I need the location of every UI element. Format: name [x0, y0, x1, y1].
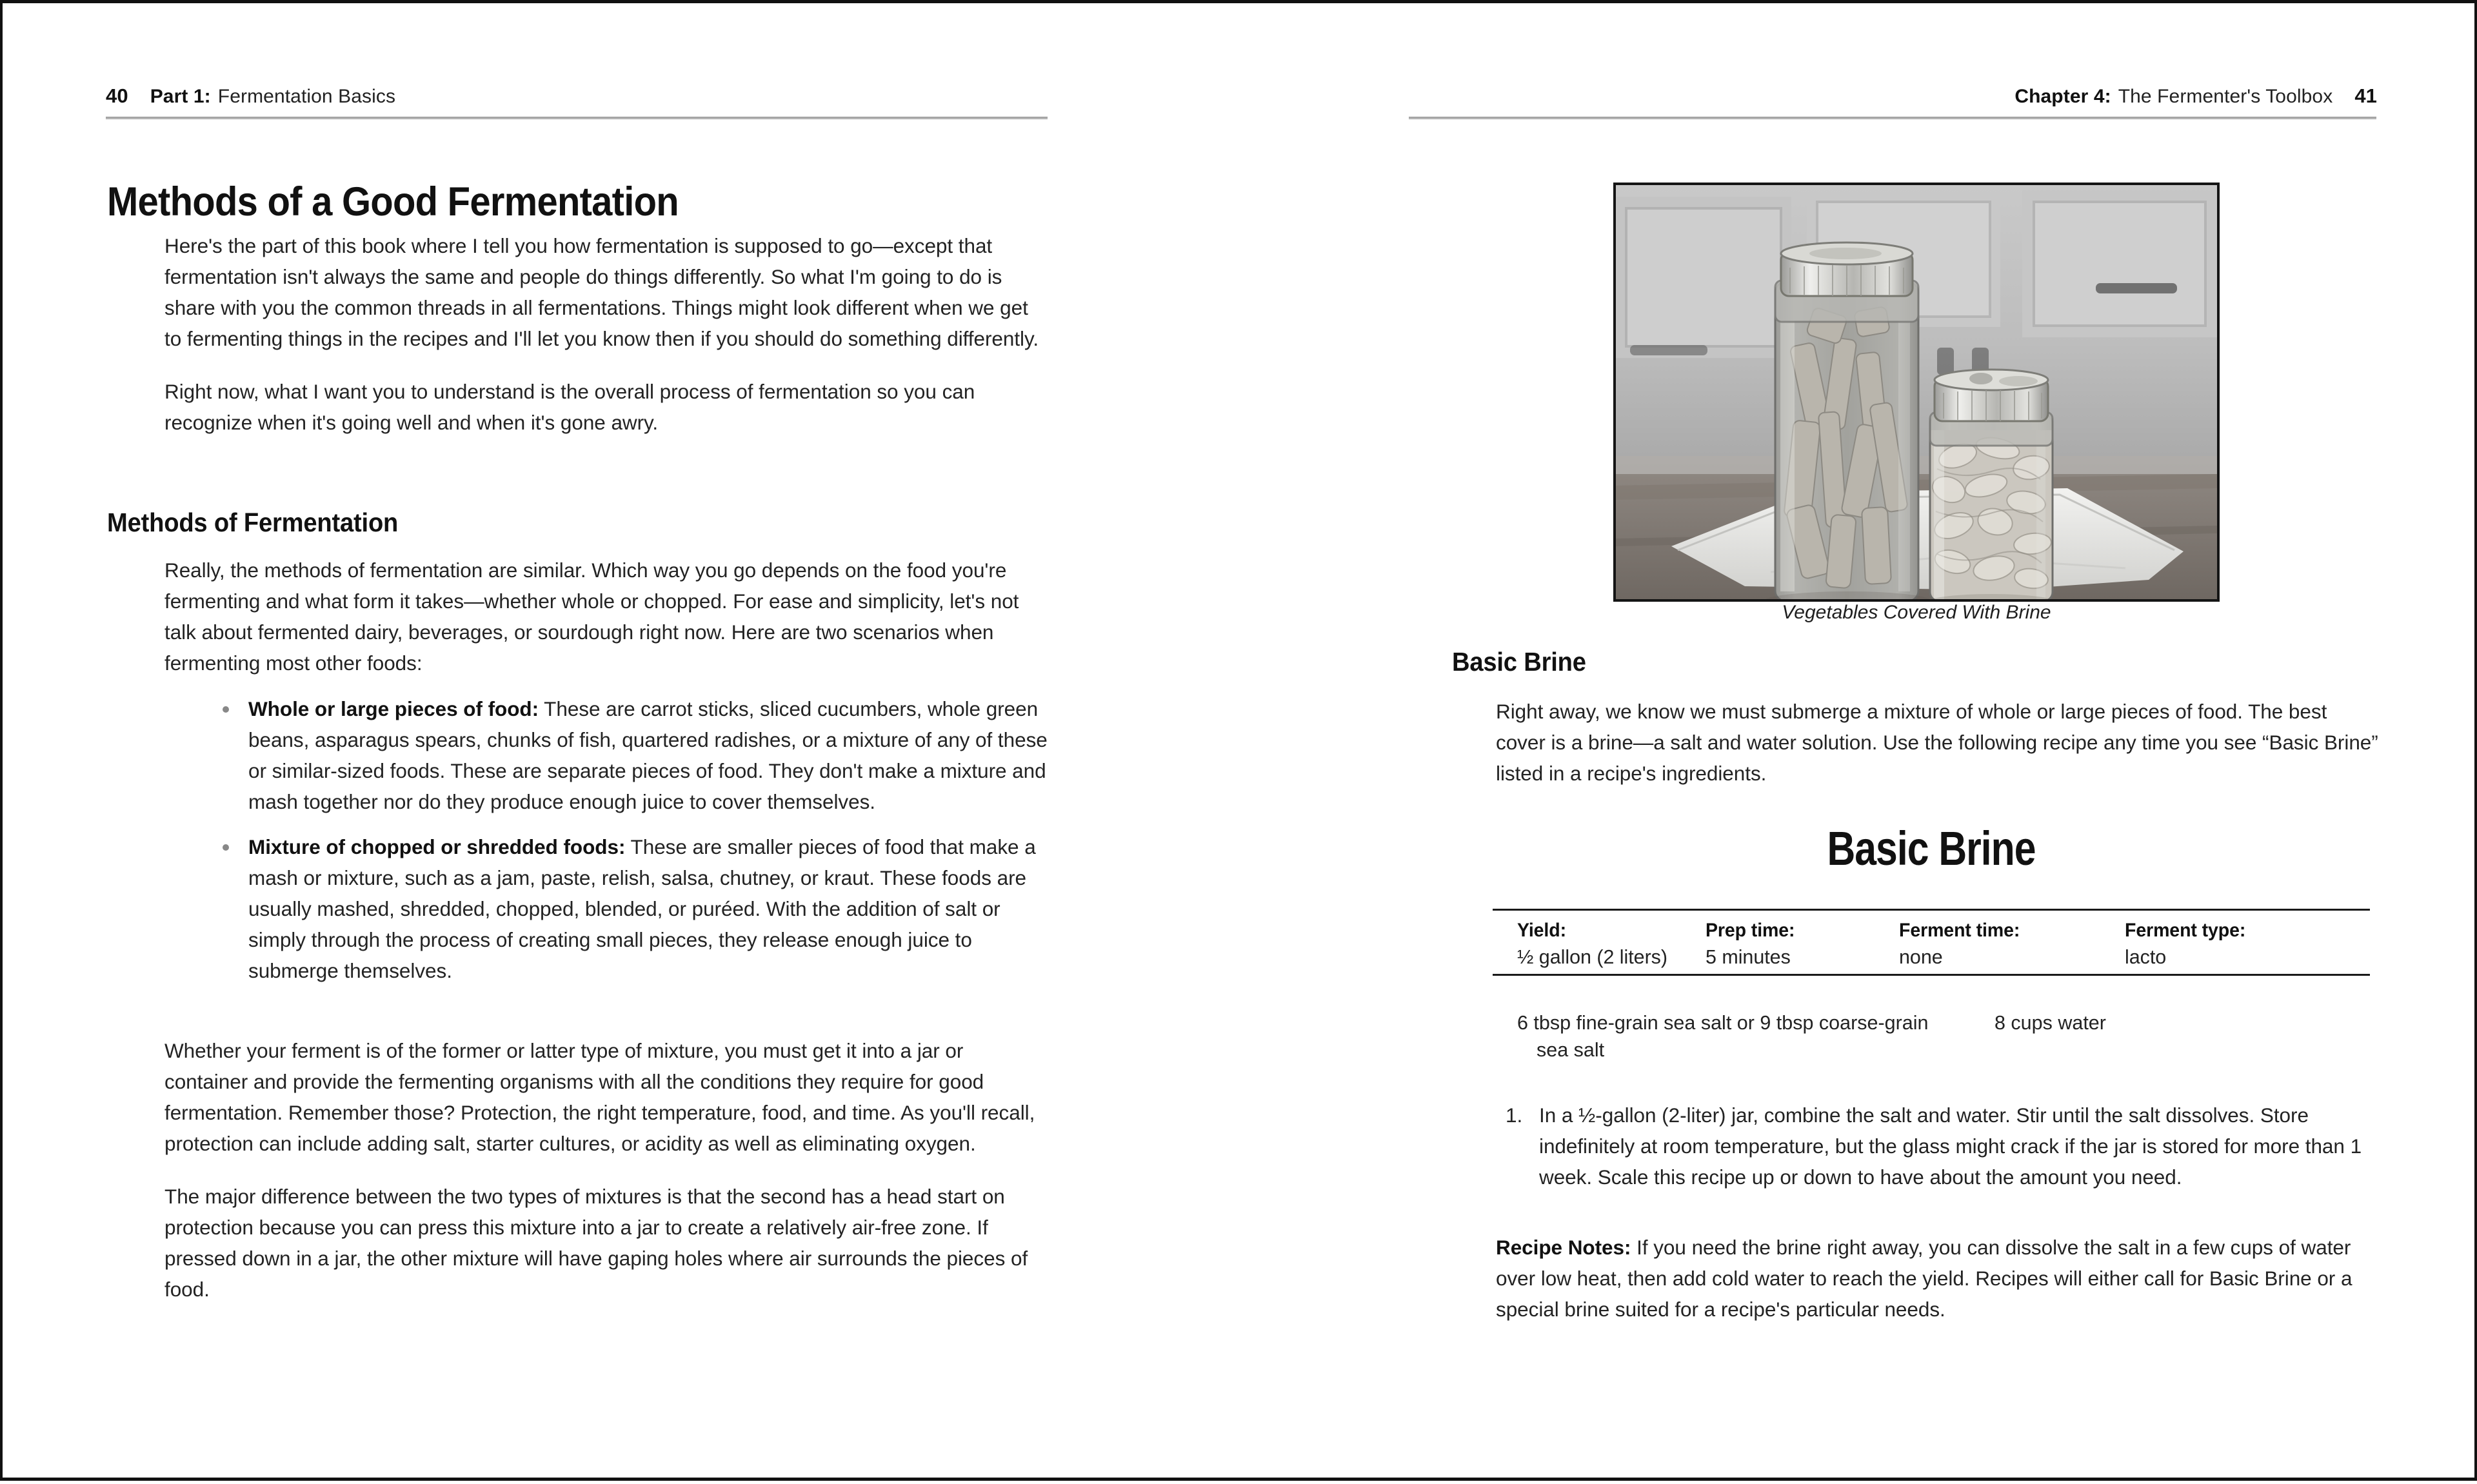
recipe-notes-paragraph — [1496, 1232, 2380, 1325]
photo-caption: Vegetables Covered With Brine — [1782, 602, 2051, 623]
stat-value: lacto — [2125, 946, 2167, 968]
ingredients-column-1 — [1493, 1009, 1938, 1064]
section-intro-block — [164, 555, 1049, 678]
photo-artwork — [1616, 185, 2217, 599]
page-title: Methods of a Good Fermentation — [107, 179, 679, 224]
closing-paragraph-block — [164, 1035, 1049, 1305]
recipe-stats-table — [1493, 918, 2370, 971]
page-number-left: 40 — [106, 84, 128, 107]
scenario-bullet-list — [210, 688, 1049, 986]
intro-paragraph-1: Here's the part of this book where I tell you how fermentation is supposed to go—except that fermentation isn't always the same and people do things differently. So what I'm going to do is share with you the common threads in all fermentations. Things might look different when we get to fermenting things in the recipes and I'll let you know then if you should do something differently. — [164, 234, 1039, 350]
intro-paragraph-2: Right now, what I want you to understand is the overall process of fermentation so you can recognize when it's going well and when it's gone awry. — [164, 380, 975, 434]
left-page — [3, 3, 1231, 1484]
stat-label: Prep time: — [1706, 920, 1795, 941]
running-head-chapter-title: The Fermenter's Toolbox — [2118, 86, 2333, 107]
running-head-right — [2014, 84, 2377, 108]
running-head-left — [106, 84, 395, 108]
stat-value: 5 minutes — [1706, 946, 1791, 968]
stat-label: Ferment time: — [1899, 920, 2020, 941]
ingredient-item: 6 tbsp fine-grain sea salt or 9 tbsp coarse-grain sea salt — [1517, 1012, 1929, 1061]
running-head-rule-right — [1409, 117, 2376, 119]
running-head-part-label: Part 1: — [150, 86, 211, 107]
basic-brine-intro-block — [1496, 696, 2380, 789]
photo-inner — [1616, 185, 2217, 599]
section-heading-methods-of-fermentation: Methods of Fermentation — [107, 508, 399, 537]
bullet-body-text: These are carrot sticks, sliced cucumbers, whole green beans, asparagus spears, chunks of fish, quartered radishes, or a mixture of any of these or similar-sized foods. These are separate pieces of food. They don't make a mixture and mash together nor do they produce enough juice to cover themselves. — [248, 697, 1048, 813]
running-head-part-title: Fermentation Basics — [217, 86, 396, 107]
stat-ferment-time — [1899, 918, 2125, 971]
section-intro-paragraph: Really, the methods of fermentation are similar. Which way you go depends on the food you're fermenting and what form it takes—whether whole or chopped. For ease and simplicity, let's not talk about fermented dairy, beverages, or sourdough right now. Here are two scenarios when fermenting most other foods: — [164, 559, 1019, 675]
closing-paragraph-1: Whether your ferment is of the former or latter type of mixture, you must get it into a jar or container and provide the fermenting organisms with all the conditions they require for good fermentation. Remember those? Protection, the right temperature, food, and time. As you'll recall, protection can include adding salt, starter cultures, or acidity as well as eliminating oxygen. — [164, 1039, 1035, 1155]
stat-prep-time — [1706, 918, 1899, 971]
stat-value: ½ gallon (2 liters) — [1517, 946, 1667, 968]
page-number-right: 41 — [2354, 84, 2377, 107]
ingredients-column-2 — [1938, 1009, 2325, 1064]
recipe-title: Basic Brine — [1827, 822, 2036, 875]
running-head-rule-left — [106, 117, 1048, 119]
recipe-notes-label: Recipe Notes: — [1496, 1236, 1631, 1259]
ingredient-item: 8 cups water — [1995, 1012, 2106, 1034]
basic-brine-intro-paragraph: Right away, we know we must submerge a mixture of whole or large pieces of food. The best cover is a brine—a salt and water solution. Use the following recipe any time you see “Basic Brine” listed in a recipe's ingredients. — [1496, 700, 2378, 785]
list-item: In a ½-gallon (2-liter) jar, combine the salt and water. Stir until the salt dissolves. Store indefinitely at room temperature, but the glass might crack if the jar is stored for more than 1 week. Scale this recipe up or down to have about the amount you need. — [1539, 1103, 2362, 1189]
closing-paragraph-2: The major difference between the two types of mixtures is that the second has a head start on protection because you can press this mixture into a jar to create a relatively air-free zone. If pressed down in a jar, the other mixture will have gaping holes where air surrounds the pieces of food. — [164, 1185, 1028, 1301]
recipe-ingredients — [1493, 1009, 2370, 1064]
list-item — [210, 831, 1049, 986]
stat-ferment-type — [2125, 918, 2370, 971]
recipe-notes-block — [1496, 1232, 2380, 1325]
intro-paragraph-block — [164, 230, 1049, 438]
recipe-notes-text: If you need the brine right away, you can dissolve the salt in a few cups of water over low heat, then add cold water to reach the yield. Recipes will either call for Basic Brine or a special brine suited for a recipe's particular needs. — [1496, 1236, 2353, 1321]
recipe-stats-rule-top — [1493, 909, 2370, 911]
bullet-lead-label: Mixture of chopped or shredded foods: — [248, 835, 626, 858]
bullet-lead-label: Whole or large pieces of food: — [248, 697, 539, 720]
recipe-steps — [1493, 1100, 2376, 1192]
list-item — [210, 693, 1049, 817]
stat-yield — [1493, 918, 1706, 971]
stat-value: none — [1899, 946, 1943, 968]
stat-label: Ferment type: — [2125, 920, 2246, 941]
running-head-chapter-label: Chapter 4: — [2014, 86, 2111, 107]
bullet-body-text: These are smaller pieces of food that make a mash or mixture, such as a jam, paste, relish, salsa, chutney, or kraut. These foods are usually mashed, shredded, chopped, blended, or puréed. With the addition of salt or simply through the process of creating small pieces, they release enough juice to submerge themselves. — [248, 835, 1036, 982]
recipe-stats-rule-bottom — [1493, 974, 2370, 976]
section-heading-basic-brine: Basic Brine — [1452, 647, 1586, 677]
stat-label: Yield: — [1517, 920, 1566, 941]
two-mason-jars-of-brined-vegetables-photo — [1613, 183, 2220, 602]
